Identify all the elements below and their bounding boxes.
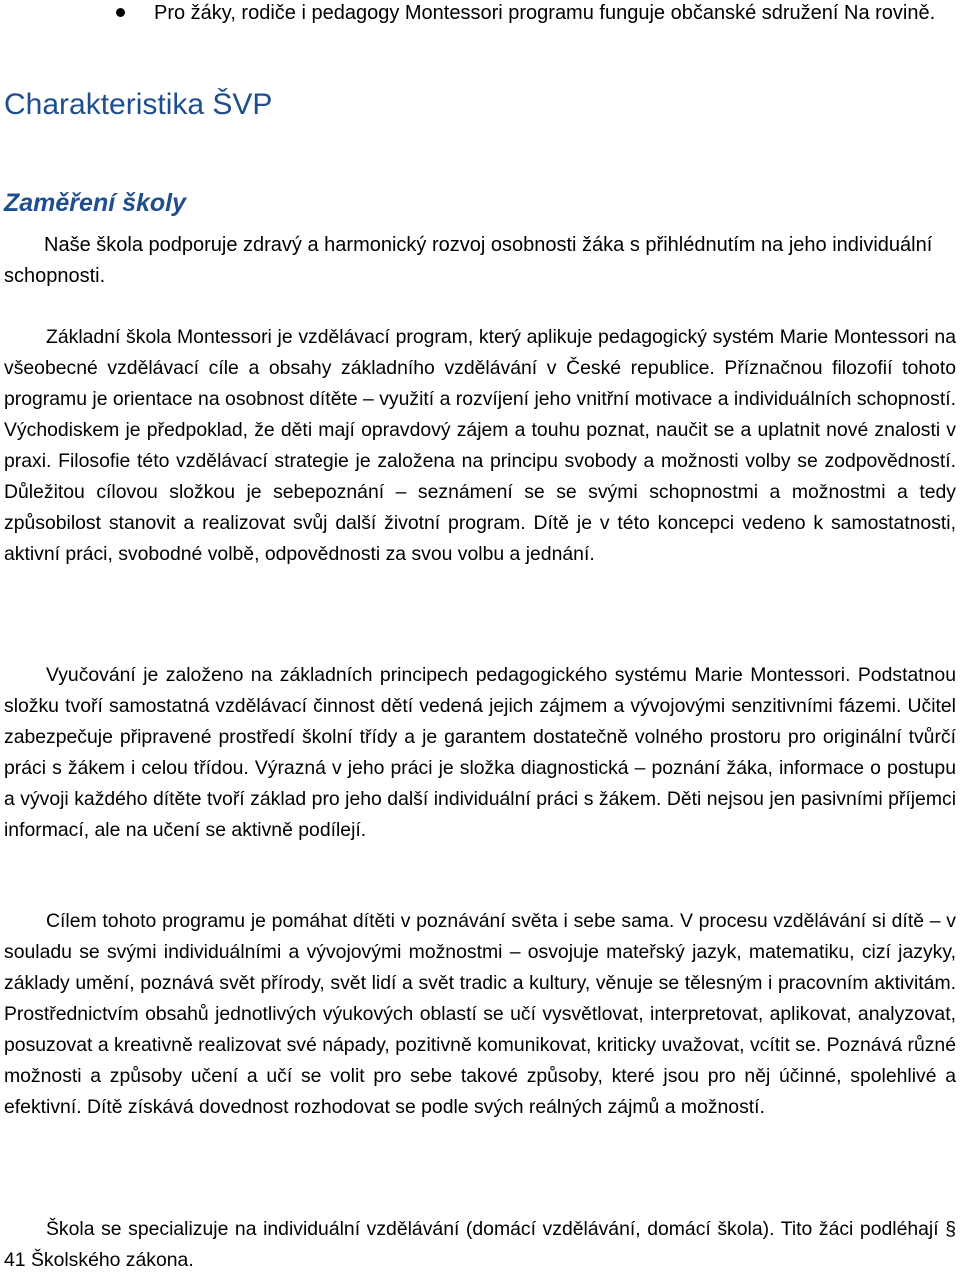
bullet-item: Pro žáky, rodiče i pedagogy Montessori programu funguje občanské sdružení Na rovině. [154,2,936,24]
paragraph-montessori-program: Základní škola Montessori je vzdělávací program, který aplikuje pedagogický systém Marie Montessori na všeobecné vzdělávací cíle a obsahy základního vzdělávání v České republice. Příznačnou filozofií tohoto programu je orientace na osobnost dítěte – využití a rozvíjení jeho vnitřní motivace a individuálních schopností. Východiskem je předpoklad, že děti mají opravdový zájem a touhu poznat, naučit se a uplatnit nové znalosti v praxi. Filosofie této vzdělávací strategie je založena na principu svobody a možnosti volby se zodpovědností. Důležitou cílovou složkou je sebepoznání – seznámení se se svými schopnostmi a možnostmi a tedy způsobilost stanovit a realizovat svůj další životní program. Dítě je v této koncepci vedeno k samostatnosti, aktivní práci, svobodné volbě, odpovědnosti za svou volbu a jednání. [4,326,956,565]
bullet-dot-icon [116,8,125,17]
paragraph-program-goal: Cílem tohoto programu je pomáhat dítěti v poznávání světa i sebe sama. V procesu vzdělávání si dítě – v souladu se svými individuálními a vývojovými možnostmi – osvojuje mateřský jazyk, matematiku, cizí jazyky, základy umění, poznává svět přírody, svět lidí a svět tradic a kultury, věnuje se tělesným i pracovním aktivitám. Prostřednictvím obsahů jednotlivých výukových oblastí se učí vysvětlovat, interpretovat, aplikovat, analyzovat, posuzovat a kreativně realizovat své nápady, pozitivně komunikovat, kriticky uvažovat, vcítit se. Poznává různé možnosti a způsoby učení a učí se volit pro sebe takové způsoby, které jsou pro něj účinné, spolehlivé a efektivní. Dítě získává dovednost rozhodovat se podle svých reálných zájmů a možností. [4,910,956,1118]
subsection-title: Zaměření školy [4,189,187,217]
paragraph-individual-education: Škola se specializuje na individuální vzdělávání (domácí vzdělávání, domácí škola). Tito žáci podléhají § 41 Školského zákona. [4,1218,956,1271]
lead-paragraph: Naše škola podporuje zdravý a harmonický rozvoj osobnosti žáka s přihlédnutím na jeho individuální schopnosti. [4,234,933,287]
section-title: Charakteristika ŠVP [4,88,273,121]
paragraph-teaching: Vyučování je založeno na základních principech pedagogického systému Marie Montessori. Podstatnou složku tvoří samostatná vzdělávací činnost dětí vedená jejich zájmem a vývojovými senzitivními fázemi. Učitel zabezpečuje připravené prostředí školní třídy a je garantem dostatečně volného prostoru pro originální tvůrčí práci s žákem i celou třídou. Výrazná v jeho práci je složka diagnostická – poznání žáka, informace o postupu a vývoji každého dítěte tvoří základ pro jeho další individuální práci s žákem. Děti nejsou jen pasivními příjemci informací, ale na učení se aktivně podílejí. [4,664,956,841]
